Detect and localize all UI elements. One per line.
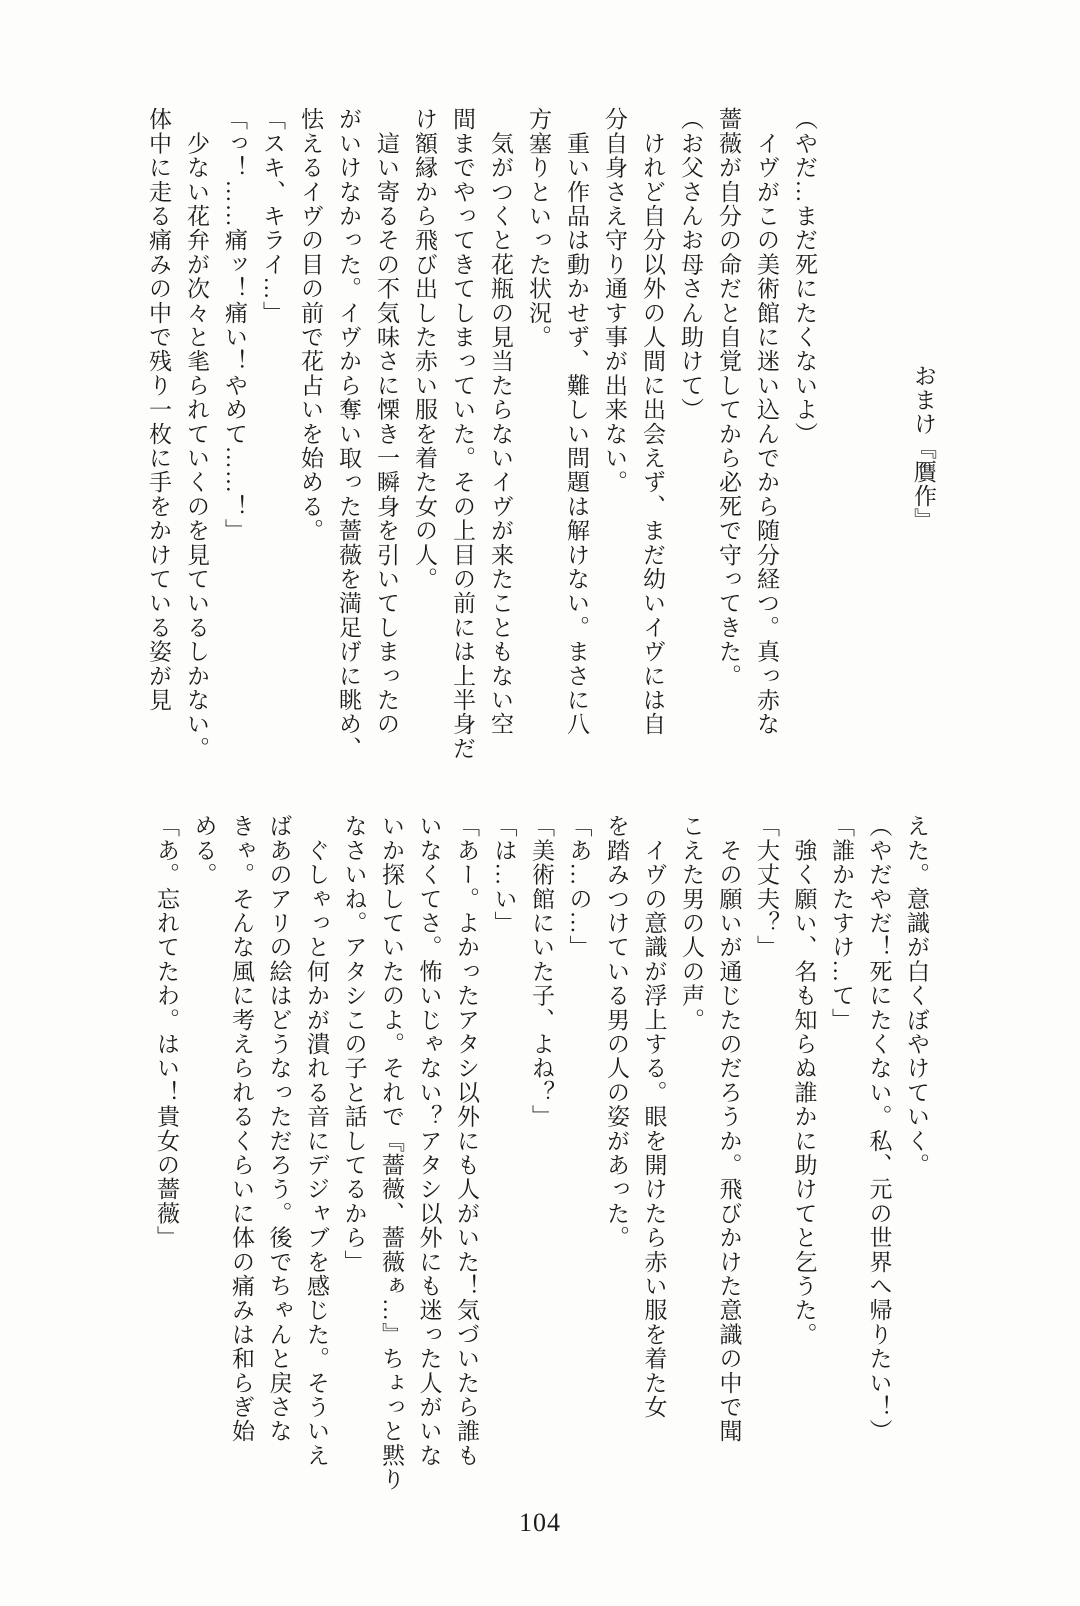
text-block-bottom xyxy=(148,814,936,1504)
text-column: 「あー。よかったアタシ以外にも人がいた！気づいたら誰も xyxy=(454,814,479,1468)
page-number: 104 xyxy=(519,1508,561,1537)
text-column: 「美術館にいた子、よね？」 xyxy=(529,814,554,1129)
text-column: け額縁から飛び出した赤い服を着た女の人。 xyxy=(412,107,437,592)
text-column: 間までやってきてしまっていた。その上目の前には上半身だ xyxy=(450,107,475,761)
text-column: （やだやだ！死にたくない。私、元の世界へ帰りたい！） xyxy=(866,814,892,1444)
text-column: こえた男の人の声。 xyxy=(679,814,704,1032)
text-column: イヴの意識が浮上する。眼を開けたら赤い服を着た女 xyxy=(641,814,667,1420)
text-column: （やだ…まだ死にたくないよ） xyxy=(792,107,817,446)
text-column: 強く願い、名も知らぬ誰かに助けてと乞うた。 xyxy=(791,814,817,1347)
text-column: ばあのアリの絵はどうなっただろう。後でちゃんと戻さな xyxy=(266,814,292,1444)
text-column: なさいね。アタシこの子と話してるから」 xyxy=(341,814,367,1274)
text-column: がいけなかった。イヴから奪い取った薔薇を満足げに眺め、 xyxy=(336,107,361,761)
section-title: おまけ『贋作』 xyxy=(911,364,936,532)
text-block-top xyxy=(139,107,823,792)
text-column: イヴがこの美術館に迷い込んでから随分経つ。真っ赤な xyxy=(754,107,779,737)
text-column: 「は…い」 xyxy=(491,814,517,935)
text-column: （お父さんお母さん助けて） xyxy=(678,107,703,422)
text-column: 「大丈夫？」 xyxy=(754,814,779,960)
text-column: けれど自分以外の人間に出会えず、まだ幼いイヴには自 xyxy=(640,107,665,737)
text-column: ぐしゃっと何かが潰れる音にデジャブを感じた。そういえ xyxy=(304,814,329,1468)
text-column: 方塞りといった状況。 xyxy=(526,107,551,349)
text-column: いなくてさ。怖いじゃない？アタシ以外にも迷った人がいな xyxy=(416,814,442,1468)
text-column: 「っ！……痛ッ！痛い！やめて……！」 xyxy=(222,107,247,543)
text-column: 気がつくと花瓶の見当たらないイヴが来たこともない空 xyxy=(488,107,513,737)
text-column: 薔薇が自分の命だと自覚してから必死で守ってきた。 xyxy=(716,107,741,688)
text-column: 這い寄るその不気味さに慄き一瞬身を引いてしまったの xyxy=(374,107,399,737)
text-column: その願いが通じたのだろうか。飛びかけた意識の中で聞 xyxy=(716,814,742,1444)
text-column: 体中に走る痛みの中で残り一枚に手をかけている姿が見 xyxy=(146,107,171,712)
text-column: きゃ。そんな風に考えられるくらいに体の痛みは和らぎ始 xyxy=(229,814,254,1444)
text-column: 「スキ、キライ…」 xyxy=(260,107,285,325)
text-column: 怯えるイヴの目の前で花占いを始める。 xyxy=(298,107,323,543)
text-column: める。 xyxy=(191,814,217,887)
text-column: 「あ。忘れてたわ。はい！貴女の薔薇」 xyxy=(154,814,179,1250)
text-column: いか探していたのよ。それで『薔薇、薔薇ぁ…』ちょっと黙り xyxy=(379,814,404,1492)
text-column: 重い作品は動かせず、難しい問題は解けない。まさに八 xyxy=(564,107,589,737)
text-column: えた。意識が白くぼやけていく。 xyxy=(904,814,929,1177)
text-column: 分自身さえ守り通す事が出来ない。 xyxy=(602,107,627,495)
text-column: を踏みつけている男の人の姿があった。 xyxy=(604,814,629,1250)
text-column: 「あ…の…」 xyxy=(566,814,592,960)
text-column: 少ない花弁が次々と毟られていくのを見ているしかない。 xyxy=(184,107,209,761)
text-column: 「誰かたすけ…て」 xyxy=(829,814,854,1032)
